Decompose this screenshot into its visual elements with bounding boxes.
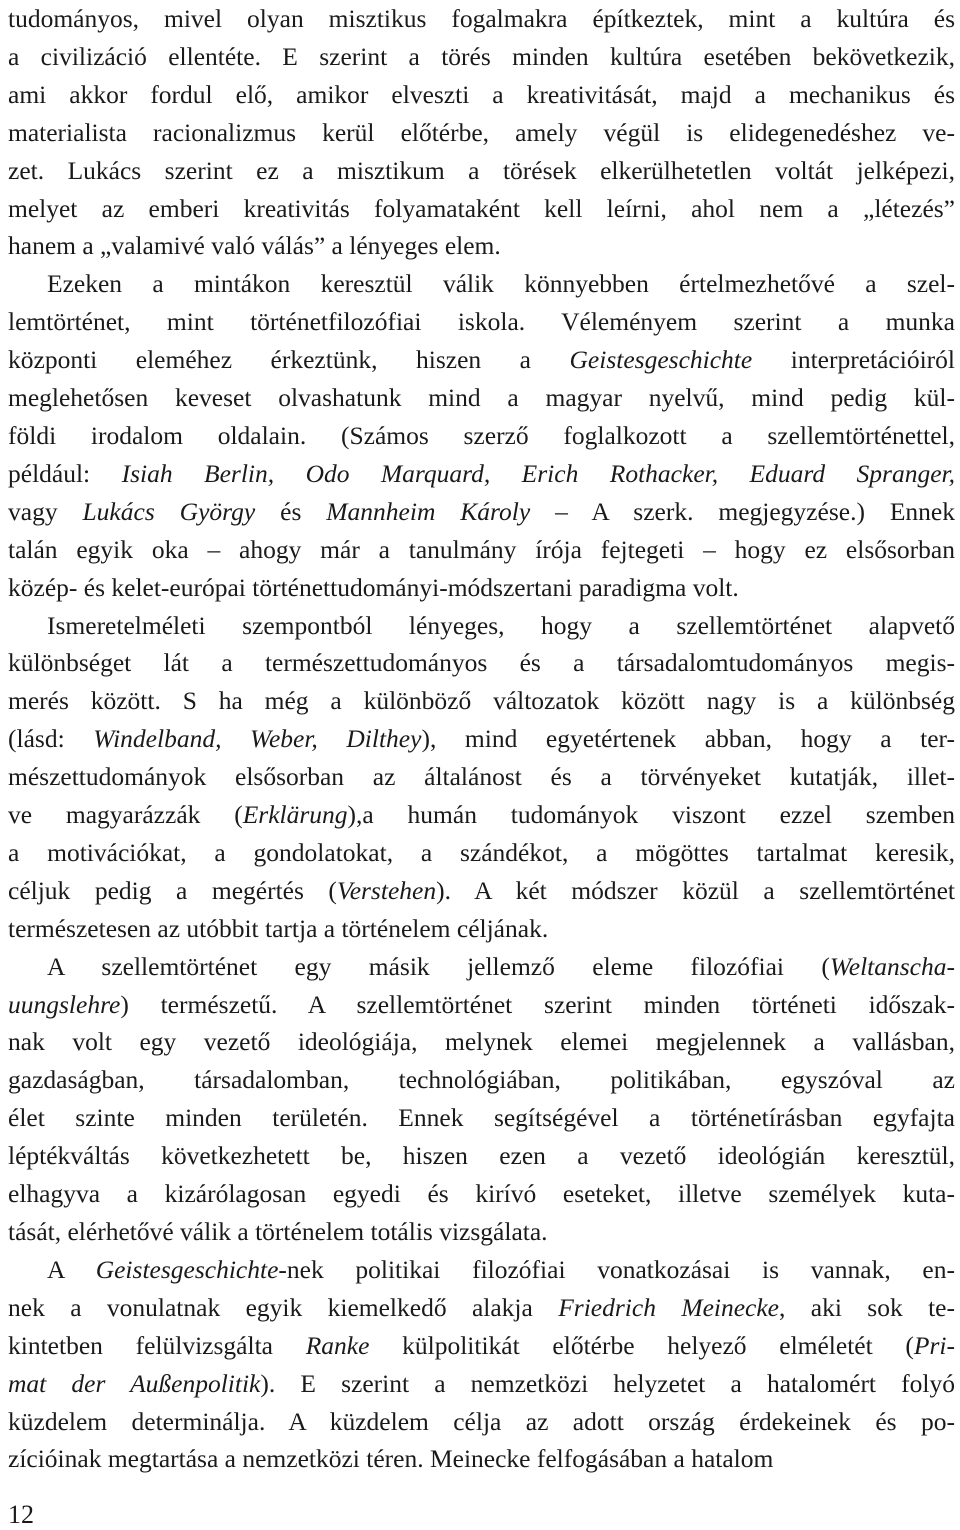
text-line — [8, 152, 955, 190]
text-line — [8, 872, 955, 910]
text-segment: nak volt egy vezető ideológiája, melynek elemei megjelennek a vallásban, — [8, 1027, 955, 1057]
text-line — [8, 1251, 955, 1289]
text-line — [8, 682, 955, 720]
text-segment: például: — [8, 458, 122, 488]
document-page — [8, 0, 955, 1478]
text-line — [8, 227, 955, 265]
text-line — [8, 38, 955, 76]
text-segment: ). E szerint a nemzetközi helyzetet a hatalomért folyó — [260, 1368, 955, 1398]
text-segment: elhagyva a kizárólagosan egyedi és kirívó eseteket, illetve személyek kuta- — [8, 1179, 955, 1209]
text-line — [8, 644, 955, 682]
text-line — [8, 493, 955, 531]
text-segment: A — [47, 1254, 96, 1284]
text-line — [8, 758, 955, 796]
italic-text: Geistesgeschichte — [569, 345, 753, 375]
text-segment: tudományos, mivel olyan misztikus fogalmakra építkeztek, mint a kultúra és — [8, 4, 955, 33]
text-line — [8, 1440, 955, 1478]
text-segment: ve magyarázzák ( — [8, 800, 243, 830]
text-line — [8, 1289, 955, 1327]
text-segment: – A szerk. megjegyzése.) Ennek — [530, 496, 955, 526]
text-line — [8, 455, 955, 493]
text-line — [8, 834, 955, 872]
text-line — [8, 1403, 955, 1441]
text-segment: , aki sok te- — [779, 1292, 955, 1322]
text-line — [8, 0, 955, 38]
text-segment: különbséget lát a természettudományos és a társadalomtudományos megis- — [8, 648, 955, 678]
text-line — [8, 379, 955, 417]
text-segment: hanem a „valamivé való válás” a lényeges elem. — [8, 231, 501, 261]
paragraph — [8, 607, 955, 948]
text-line — [8, 341, 955, 379]
text-line — [8, 910, 955, 948]
paragraph — [8, 948, 955, 1251]
text-segment: és — [255, 496, 327, 526]
text-line — [8, 1137, 955, 1175]
italic-text: Pri- — [913, 1330, 955, 1360]
text-line — [8, 190, 955, 228]
text-segment: földi irodalom oldalain. (Számos szerző foglalkozott a szellemtörténettel, — [8, 420, 955, 450]
text-line — [8, 607, 955, 645]
text-line — [8, 417, 955, 455]
text-segment: -nek politikai filozófiai vonatkozásai is vannak, en- — [278, 1254, 955, 1284]
text-line — [8, 1175, 955, 1213]
text-segment: (lásd: — [8, 724, 94, 754]
text-segment: céljuk pedig a megértés ( — [8, 875, 337, 905]
text-segment: központi eleméhez érkeztünk, hiszen a — [8, 345, 570, 375]
text-line — [8, 720, 955, 758]
text-segment: nek a vonulatnak egyik kiemelkedő alakja — [8, 1292, 559, 1322]
italic-text: mat der Außenpolitik — [8, 1368, 261, 1398]
text-segment: melyet az emberi kreativitás folyamataként kell leírni, ahol nem a „létezés” — [8, 193, 955, 223]
text-line — [8, 796, 955, 834]
text-line — [8, 1023, 955, 1061]
italic-text: Ranke — [305, 1330, 370, 1360]
paragraph — [8, 265, 955, 606]
text-line — [8, 986, 955, 1024]
italic-text: Weltanscha- — [829, 951, 955, 981]
text-segment: közép- és kelet-európai történettudományi-módszertani paradigma volt. — [8, 572, 739, 602]
text-segment: materialista racionalizmus kerül előtérbe, amely végül is elidegenedéshez ve- — [8, 117, 955, 147]
text-line — [8, 1061, 955, 1099]
italic-text: Friedrich Meinecke — [558, 1292, 779, 1322]
text-segment: gazdaságban, társadalomban, technológiában, politikában, egyszóval az — [8, 1065, 955, 1095]
text-segment: lemtörténet, mint történetfilozófiai iskola. Véleményem szerint a munka — [8, 307, 955, 337]
text-line — [8, 531, 955, 569]
text-segment: talán egyik oka – ahogy már a tanulmány írója fejtegeti – hogy ez elsősorban — [8, 534, 955, 564]
text-segment: vagy — [8, 496, 83, 526]
text-segment: ami akkor fordul elő, amikor elveszti a kreativitását, majd a mechanikus és — [8, 79, 955, 109]
text-line — [8, 948, 955, 986]
text-segment: zícióinak megtartása a nemzetközi téren. Meinecke felfogásában a hatalom — [8, 1444, 774, 1474]
text-segment: ). A két módszer közül a szellemtörténet — [436, 875, 955, 905]
text-segment: léptékváltás következhetett be, hiszen ezen a vezető ideológián keresztül, — [8, 1141, 955, 1171]
italic-text: Verstehen — [336, 875, 437, 905]
text-segment: ), mind egyetértenek abban, hogy a ter- — [421, 724, 955, 754]
paragraph — [8, 1251, 955, 1478]
text-segment: ) természetű. A szellemtörténet szerint minden történeti időszak- — [120, 989, 955, 1019]
text-line — [8, 265, 955, 303]
text-segment: a motivációkat, a gondolatokat, a szándékot, a mögöttes tartalmat keresik, — [8, 837, 955, 867]
text-line — [8, 1213, 955, 1251]
text-line — [8, 1099, 955, 1137]
text-segment: tását, elérhetővé válik a történelem totális vizsgálata. — [8, 1217, 548, 1246]
text-line — [8, 76, 955, 114]
italic-text: Windelband, Weber, Dilthey — [93, 724, 422, 754]
text-segment: ),a humán tudományok viszont ezzel szemben — [347, 800, 956, 830]
text-segment: természetesen az utóbbit tartja a történelem céljának. — [8, 913, 549, 943]
text-line — [8, 569, 955, 607]
text-segment: merés között. S ha még a különböző változatok között nagy is a különbség — [8, 686, 955, 716]
text-segment: interpretációiról — [752, 345, 955, 375]
italic-text: Erklärung — [242, 800, 348, 830]
text-segment: Ezeken a mintákon keresztül válik könnyebben értelmezhetővé a szel- — [47, 269, 955, 299]
text-line — [8, 1365, 955, 1403]
text-line — [8, 114, 955, 152]
italic-text: uungslehre — [8, 989, 121, 1019]
text-segment: zet. Lukács szerint ez a misztikum a törések elkerülhetetlen voltát jelképezi, — [8, 155, 955, 185]
text-segment: meglehetősen keveset olvashatunk mind a magyar nyelvű, mind pedig kül- — [8, 383, 955, 413]
italic-text: Isiah Berlin, Odo Marquard, Erich Rothacker, Eduard Spranger, — [121, 458, 955, 488]
paragraph — [8, 0, 955, 265]
text-segment: mészettudományok elsősorban az általánost és a törvényeket kutatják, illet- — [8, 762, 955, 792]
text-segment: külpolitikát előtérbe helyező elméletét ( — [369, 1330, 914, 1360]
text-line — [8, 1327, 955, 1365]
page-number: 12 — [8, 1500, 34, 1529]
italic-text: Mannheim Károly — [326, 496, 531, 526]
italic-text: Lukács György — [82, 496, 256, 526]
text-segment: küzdelem determinálja. A küzdelem célja az adott ország érdekeinek és po- — [8, 1406, 955, 1436]
text-segment: Ismeretelméleti szempontból lényeges, hogy a szellemtörténet alapvető — [47, 610, 955, 640]
text-segment: kintetben felülvizsgálta — [8, 1330, 306, 1360]
text-segment: élet szinte minden területén. Ennek segítségével a történetírásban egyfajta — [8, 1103, 955, 1133]
text-segment: A szellemtörténet egy másik jellemző eleme filozófiai ( — [47, 951, 830, 981]
italic-text: Geistesgeschichte — [95, 1254, 279, 1284]
text-line — [8, 303, 955, 341]
text-segment: a civilizáció ellentéte. E szerint a törés minden kultúra esetében bekövetkezik, — [8, 41, 955, 71]
